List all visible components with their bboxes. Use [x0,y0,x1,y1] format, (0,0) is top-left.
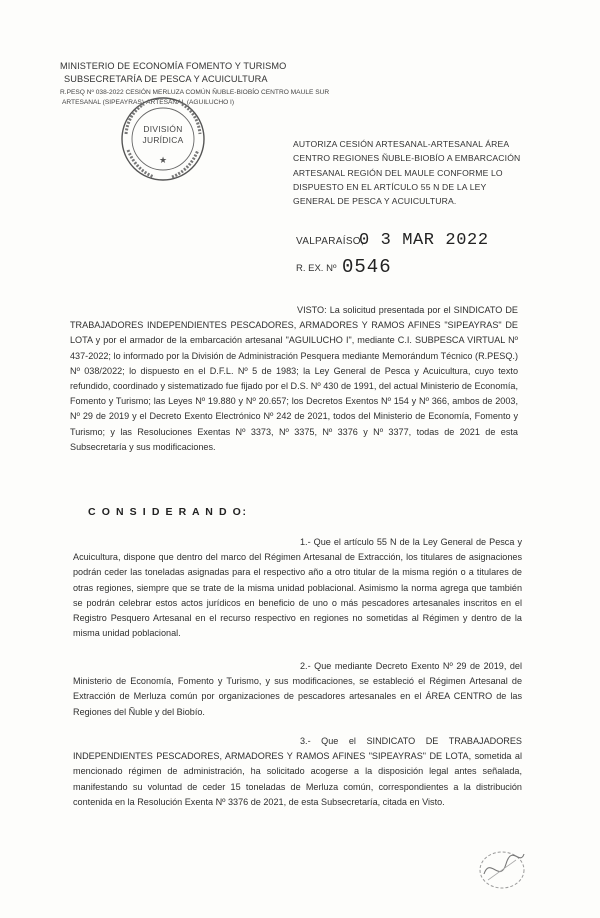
considerando-paragraph-2: 2.- Que mediante Decreto Exento Nº 29 de 2019, del Ministerio de Economía, Fomento y Turismo, y sus modificaciones, se estableció el Régimen Artesanal de Extracción de Merluza común por organizaciones de pescadores artesanales en el ÁREA CENTRO de las Regiones del Ñuble y del Biobío. [73,661,522,717]
rex-number: 0546 [342,256,392,278]
signature-mark [466,836,534,896]
stamp-line-1: DIVISIÓN [143,124,183,134]
reference-line-2: ARTESANAL (SIPEAYRAS)-ARTESANAL (AGUILUCHO I) [62,99,235,106]
rex-label: R. EX. Nº [296,263,337,274]
division-juridica-stamp [118,94,208,184]
signature-seal-icon [466,836,534,896]
considerando-paragraph-3: 3.- Que el SINDICATO DE TRABAJADORES INDEPENDIENTES PESCADORES, ARMADORES Y RAMOS AFINES "SIPEAYRAS" DE LOTA, sometida al mencionado régimen de administración, ha solicitado acogerse a la disposición legal antes señalada, manifestando su voluntad de ceder 15 toneladas de Merluza común, correspondientes a la distribución contenida en la Resolución Exenta Nº 3376 de 2021, de esta Subsecretaría, citada en Visto. [73,736,522,807]
ministry-name: MINISTERIO DE ECONOMÍA FOMENTO Y TURISMO [60,61,287,71]
considerando-paragraph-1: 1.- Que el artículo 55 N de la Ley General de Pesca y Acuicultura, dispone que dentro del marco del Régimen Artesanal de Extracción, los titulares de asignaciones podrán ceder las toneladas asignadas para el respectivo año a otro titular de la misma región o a titulares de otras regiones, siempre que se trate de la misma unidad poblacional. Asimismo la norma agrega que también se podrán celebrar estos actos jurídicos en beneficio de uno o más pescadores artesanales inscritos en el Registro Pesquero Artesanal en el recurso respectivo en regiones no sometidas al Régimen y dentro de la misma unidad poblacional. [73,537,522,639]
visto-paragraph: VISTO: La solicitud presentada por el SINDICATO DE TRABAJADORES INDEPENDIENTES PESCADORES, ARMADORES Y RAMOS AFINES "SIPEAYRAS" DE LOTA y por el armador de la embarcación artesanal "AGUILUCHO I", mediante C.I. SUBPESCA VIRTUAL Nº 437-2022; lo informado por la División de Administración Pesquera mediante Memorándum Técnico (R.PESQ.) Nº 038/2022; lo dispuesto en el D.F.L. Nº 5 de 1983; la Ley General de Pesca y Acuicultura, cuyo texto refundido, coordinado y sistematizado fue fijado por el D.S. Nº 430 de 1991, del actual Ministerio de Economía, Fomento y Turismo; las Leyes Nº 19.880 y Nº 20.657; los Decretos Exentos Nº 154 y Nº 366, ambos de 2003, Nº 29 de 2019 y el Decreto Exento Electrónico Nº 242 de 2021, todos del Ministerio de Economía, Fomento y Turismo; y las Resoluciones Exentas Nº 3373, Nº 3375, Nº 3376 y Nº 3377, todas de 2021 de esta Subsecretaría y sus modificaciones. [70,305,518,452]
resolution-summary: AUTORIZA CESIÓN ARTESANAL-ARTESANAL ÁREA CENTRO REGIONES ÑUBLE-BIOBÍO A EMBARCACIÓN ARTESANAL REGIÓN DEL MAULE CONFORME LO DISPUESTO EN EL ARTÍCULO 55 N DE LA LEY GENERAL DE PESCA Y ACUICULTURA. [293,139,521,207]
reference-line-1: R.PESQ Nº 038-2022 CESIÓN MERLUZA COMÚN ÑUBLE-BIOBÍO CENTRO MAULE SUR [60,89,330,96]
svg-text:★: ★ [158,156,168,166]
resolution-date-stamp: 0 3 MAR 2022 [359,231,489,250]
subsecretaria-name: SUBSECRETARÍA DE PESCA Y ACUICULTURA [64,74,268,84]
place-label: VALPARAÍSO, [296,236,364,247]
considerando-title: C O N S I D E R A N D O: [88,506,248,518]
stamp-line-2: JURÍDICA [142,135,184,145]
